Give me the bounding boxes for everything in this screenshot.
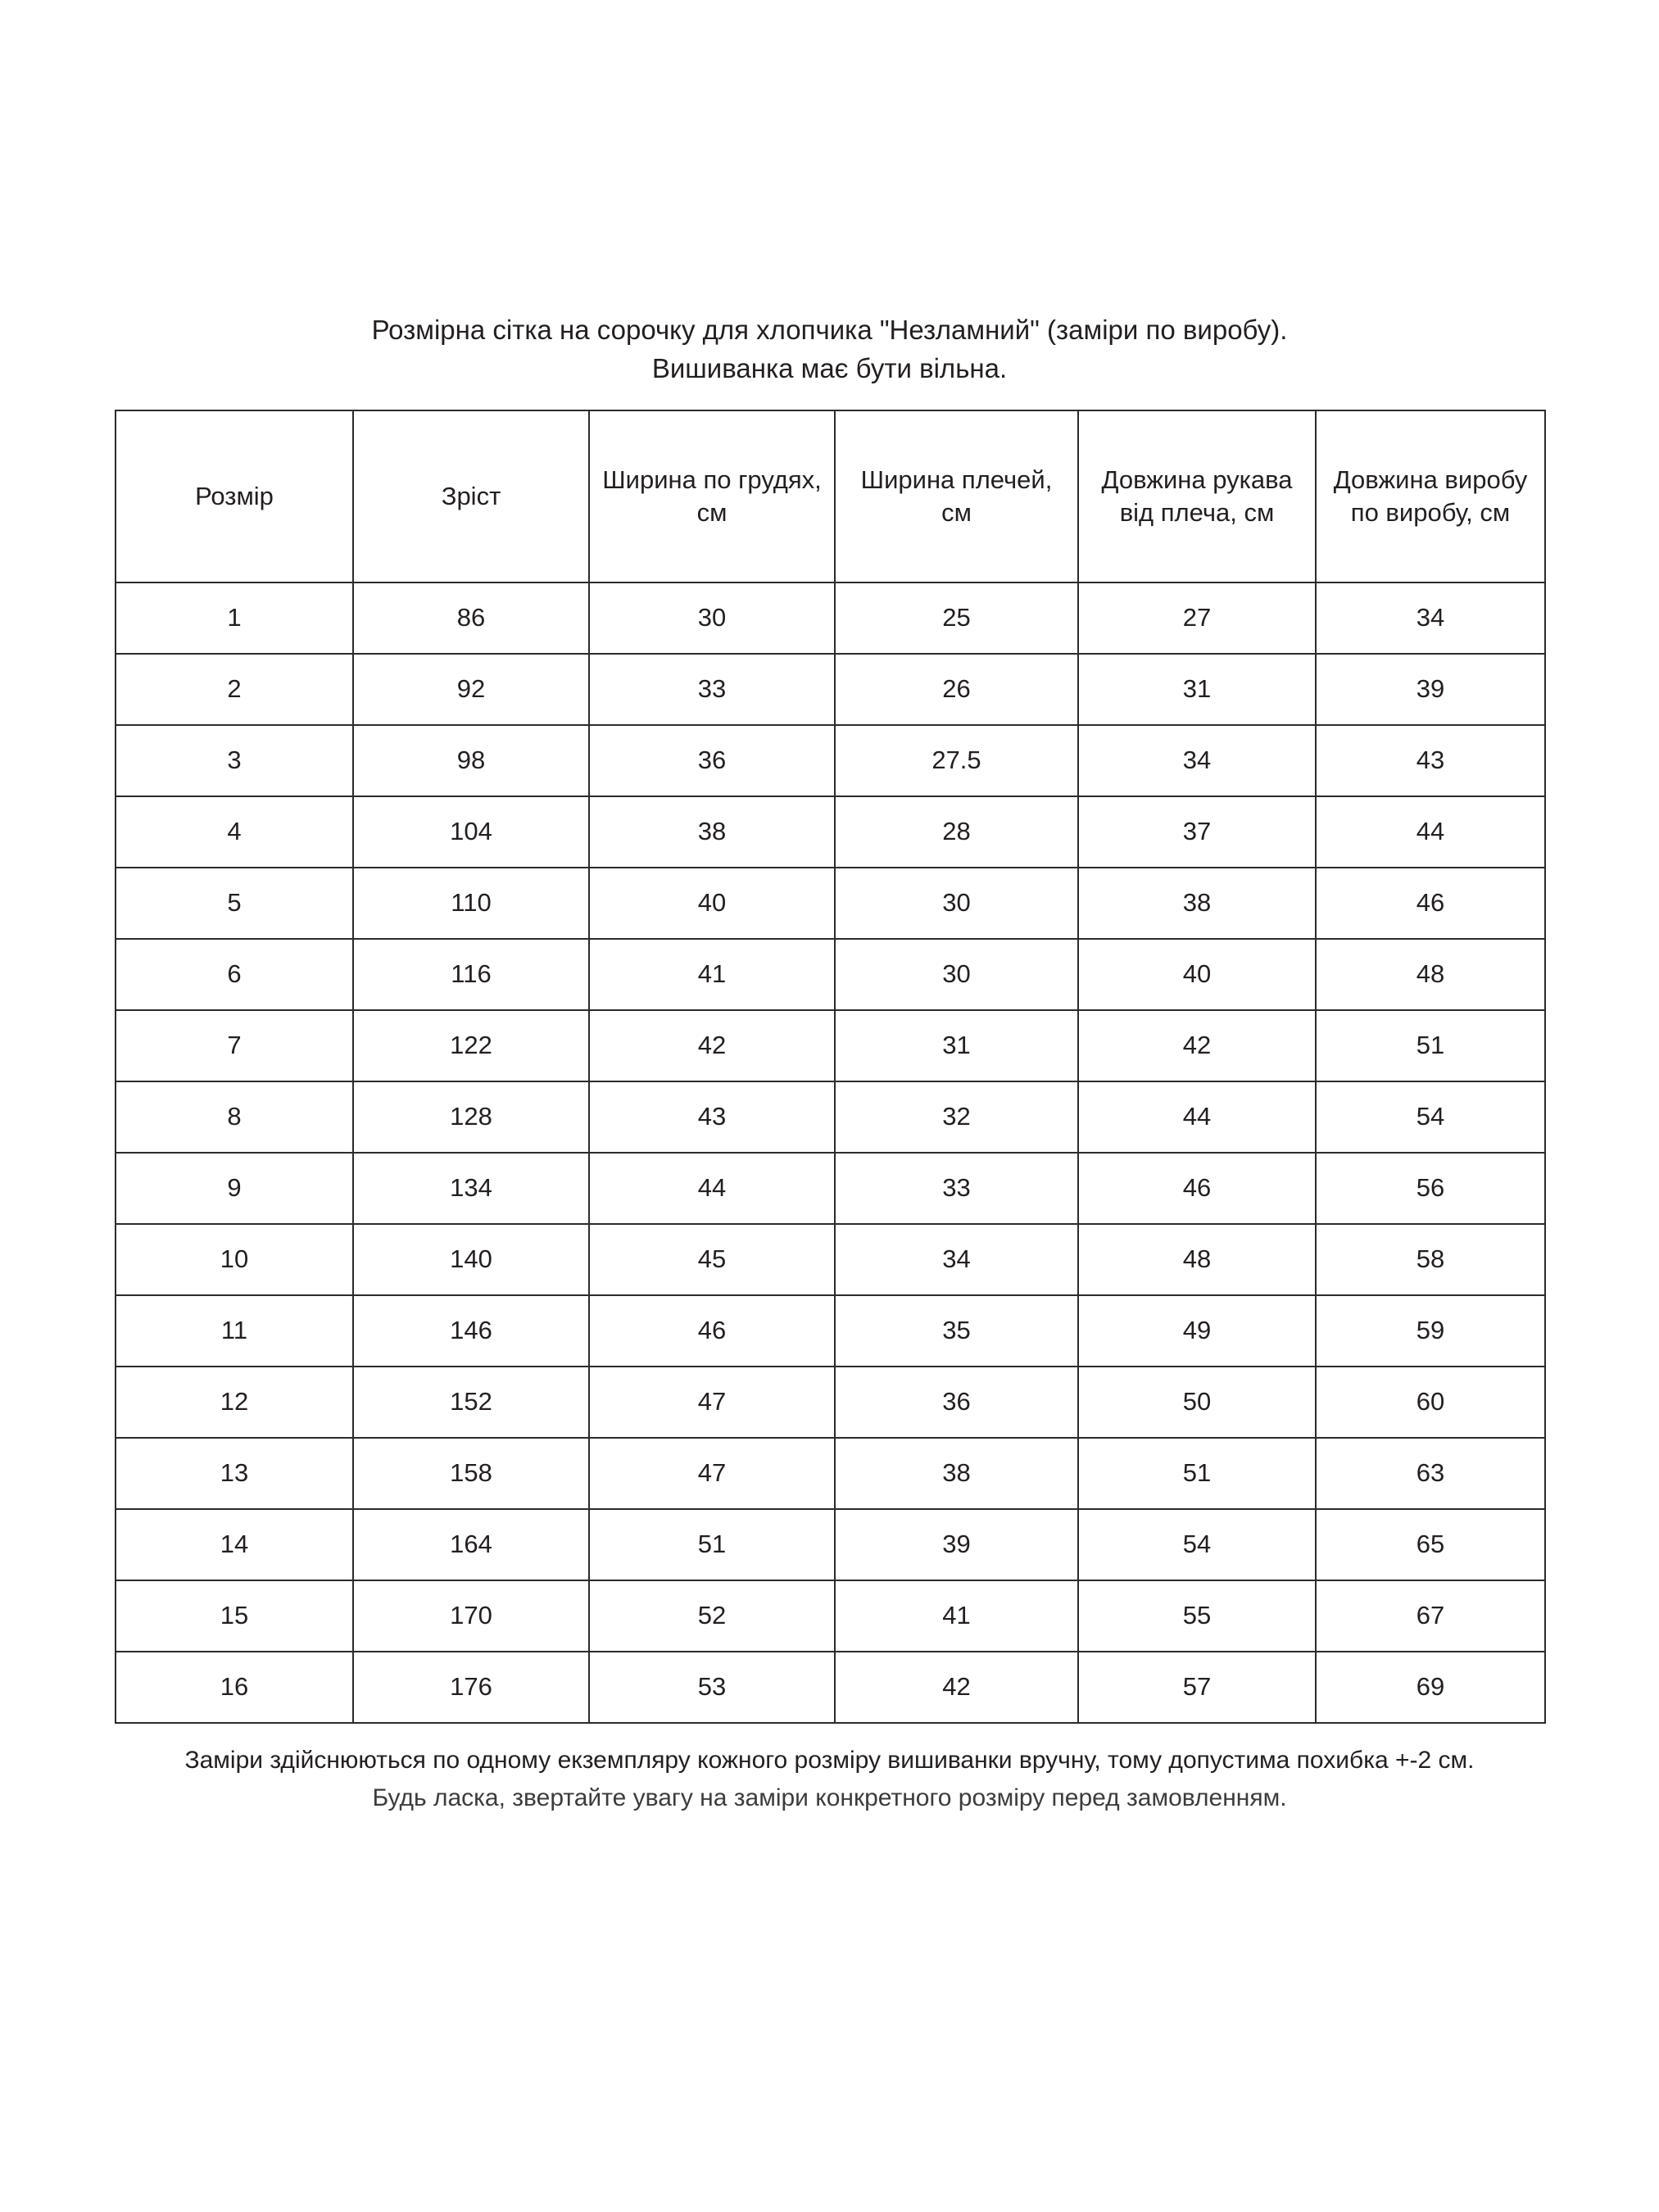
cell-product-length: 34 xyxy=(1316,582,1545,654)
table-row xyxy=(116,1081,1545,1153)
cell-size: 14 xyxy=(116,1509,353,1580)
cell-shoulder-width: 36 xyxy=(835,1367,1078,1438)
title-line-1: Розмірна сітка на сорочку для хлопчика "Незламний" (заміри по виробу). xyxy=(371,315,1288,345)
cell-height: 140 xyxy=(353,1224,589,1295)
cell-size: 1 xyxy=(116,582,353,654)
cell-sleeve-length: 44 xyxy=(1078,1081,1316,1153)
cell-chest-width: 44 xyxy=(589,1153,835,1224)
cell-sleeve-length: 46 xyxy=(1078,1153,1316,1224)
table-row xyxy=(116,1438,1545,1509)
cell-sleeve-length: 38 xyxy=(1078,868,1316,939)
table-row xyxy=(116,1580,1545,1652)
cell-sleeve-length: 49 xyxy=(1078,1295,1316,1367)
cell-product-length: 58 xyxy=(1316,1224,1545,1295)
table-row xyxy=(116,1367,1545,1438)
table-row xyxy=(116,1010,1545,1081)
table-row xyxy=(116,1224,1545,1295)
cell-shoulder-width: 35 xyxy=(835,1295,1078,1367)
cell-product-length: 43 xyxy=(1316,725,1545,796)
cell-product-length: 54 xyxy=(1316,1081,1545,1153)
cell-height: 164 xyxy=(353,1509,589,1580)
cell-size: 8 xyxy=(116,1081,353,1153)
cell-chest-width: 47 xyxy=(589,1438,835,1509)
cell-shoulder-width: 38 xyxy=(835,1438,1078,1509)
cell-shoulder-width: 27.5 xyxy=(835,725,1078,796)
cell-shoulder-width: 25 xyxy=(835,582,1078,654)
size-chart-document xyxy=(115,311,1544,1812)
cell-sleeve-length: 42 xyxy=(1078,1010,1316,1081)
cell-shoulder-width: 34 xyxy=(835,1224,1078,1295)
column-header-shoulder-width: Ширина плечей, см xyxy=(835,410,1078,582)
cell-size: 2 xyxy=(116,654,353,725)
cell-sleeve-length: 34 xyxy=(1078,725,1316,796)
table-row xyxy=(116,1153,1545,1224)
cell-shoulder-width: 28 xyxy=(835,796,1078,868)
cell-product-length: 69 xyxy=(1316,1652,1545,1723)
cell-height: 128 xyxy=(353,1081,589,1153)
table-header-row xyxy=(116,410,1545,582)
column-header-product-length: Довжина виробу по виробу, см xyxy=(1316,410,1545,582)
cell-chest-width: 33 xyxy=(589,654,835,725)
cell-size: 12 xyxy=(116,1367,353,1438)
cell-height: 176 xyxy=(353,1652,589,1723)
cell-chest-width: 47 xyxy=(589,1367,835,1438)
cell-size: 3 xyxy=(116,725,353,796)
cell-product-length: 56 xyxy=(1316,1153,1545,1224)
cell-shoulder-width: 30 xyxy=(835,868,1078,939)
cell-height: 110 xyxy=(353,868,589,939)
footnote-measurement-tolerance: Заміри здійснюються по одному екземпляру кожного розміру вишиванки вручну, тому допустима похибка +-2 см. xyxy=(184,1746,1475,1774)
cell-size: 5 xyxy=(116,868,353,939)
cell-chest-width: 52 xyxy=(589,1580,835,1652)
cell-chest-width: 53 xyxy=(589,1652,835,1723)
cell-size: 16 xyxy=(116,1652,353,1723)
title-line-2: Вишиванка має бути вільна. xyxy=(651,352,1008,383)
cell-chest-width: 51 xyxy=(589,1509,835,1580)
table-row xyxy=(116,1295,1545,1367)
cell-chest-width: 41 xyxy=(589,939,835,1010)
cell-chest-width: 40 xyxy=(589,868,835,939)
table-row xyxy=(116,868,1545,939)
cell-product-length: 60 xyxy=(1316,1367,1545,1438)
table-row xyxy=(116,654,1545,725)
cell-shoulder-width: 30 xyxy=(835,939,1078,1010)
cell-product-length: 59 xyxy=(1316,1295,1545,1367)
document-title xyxy=(115,311,1544,388)
cell-sleeve-length: 48 xyxy=(1078,1224,1316,1295)
cell-size: 13 xyxy=(116,1438,353,1509)
cell-chest-width: 45 xyxy=(589,1224,835,1295)
cell-sleeve-length: 57 xyxy=(1078,1652,1316,1723)
cell-height: 122 xyxy=(353,1010,589,1081)
cell-product-length: 39 xyxy=(1316,654,1545,725)
cell-height: 92 xyxy=(353,654,589,725)
cell-size: 4 xyxy=(116,796,353,868)
column-header-height: Зріст xyxy=(353,410,589,582)
table-row xyxy=(116,1652,1545,1723)
cell-size: 10 xyxy=(116,1224,353,1295)
cell-height: 104 xyxy=(353,796,589,868)
cell-shoulder-width: 33 xyxy=(835,1153,1078,1224)
cell-sleeve-length: 40 xyxy=(1078,939,1316,1010)
cell-product-length: 63 xyxy=(1316,1438,1545,1509)
cell-sleeve-length: 51 xyxy=(1078,1438,1316,1509)
cell-height: 116 xyxy=(353,939,589,1010)
cell-shoulder-width: 26 xyxy=(835,654,1078,725)
cell-size: 6 xyxy=(116,939,353,1010)
cell-product-length: 48 xyxy=(1316,939,1545,1010)
cell-product-length: 65 xyxy=(1316,1509,1545,1580)
cell-shoulder-width: 31 xyxy=(835,1010,1078,1081)
table-row xyxy=(116,1509,1545,1580)
cell-sleeve-length: 50 xyxy=(1078,1367,1316,1438)
cell-chest-width: 46 xyxy=(589,1295,835,1367)
cell-size: 11 xyxy=(116,1295,353,1367)
table-row xyxy=(116,725,1545,796)
cell-size: 9 xyxy=(116,1153,353,1224)
cell-shoulder-width: 42 xyxy=(835,1652,1078,1723)
cell-sleeve-length: 37 xyxy=(1078,796,1316,868)
cell-height: 98 xyxy=(353,725,589,796)
cell-chest-width: 30 xyxy=(589,582,835,654)
cell-chest-width: 43 xyxy=(589,1081,835,1153)
cell-sleeve-length: 54 xyxy=(1078,1509,1316,1580)
cell-height: 152 xyxy=(353,1367,589,1438)
column-header-size: Розмір xyxy=(116,410,353,582)
cell-shoulder-width: 39 xyxy=(835,1509,1078,1580)
size-grid-table xyxy=(115,410,1546,1724)
cell-height: 170 xyxy=(353,1580,589,1652)
cell-sleeve-length: 55 xyxy=(1078,1580,1316,1652)
table-row xyxy=(116,582,1545,654)
footnotes xyxy=(115,1742,1544,1812)
cell-sleeve-length: 27 xyxy=(1078,582,1316,654)
cell-shoulder-width: 41 xyxy=(835,1580,1078,1652)
cell-chest-width: 38 xyxy=(589,796,835,868)
cell-product-length: 67 xyxy=(1316,1580,1545,1652)
cell-size: 15 xyxy=(116,1580,353,1652)
table-row xyxy=(116,939,1545,1010)
cell-sleeve-length: 31 xyxy=(1078,654,1316,725)
footnote-check-size: Будь ласка, звертайте увагу на заміри конкретного розміру перед замовленням. xyxy=(372,1784,1287,1812)
cell-product-length: 46 xyxy=(1316,868,1545,939)
cell-height: 134 xyxy=(353,1153,589,1224)
cell-product-length: 51 xyxy=(1316,1010,1545,1081)
table-row xyxy=(116,796,1545,868)
cell-height: 158 xyxy=(353,1438,589,1509)
column-header-chest-width: Ширина по грудях, см xyxy=(589,410,835,582)
cell-size: 7 xyxy=(116,1010,353,1081)
cell-height: 86 xyxy=(353,582,589,654)
cell-shoulder-width: 32 xyxy=(835,1081,1078,1153)
cell-product-length: 44 xyxy=(1316,796,1545,868)
cell-height: 146 xyxy=(353,1295,589,1367)
cell-chest-width: 36 xyxy=(589,725,835,796)
cell-chest-width: 42 xyxy=(589,1010,835,1081)
column-header-sleeve-length: Довжина рукава від плеча, см xyxy=(1078,410,1316,582)
